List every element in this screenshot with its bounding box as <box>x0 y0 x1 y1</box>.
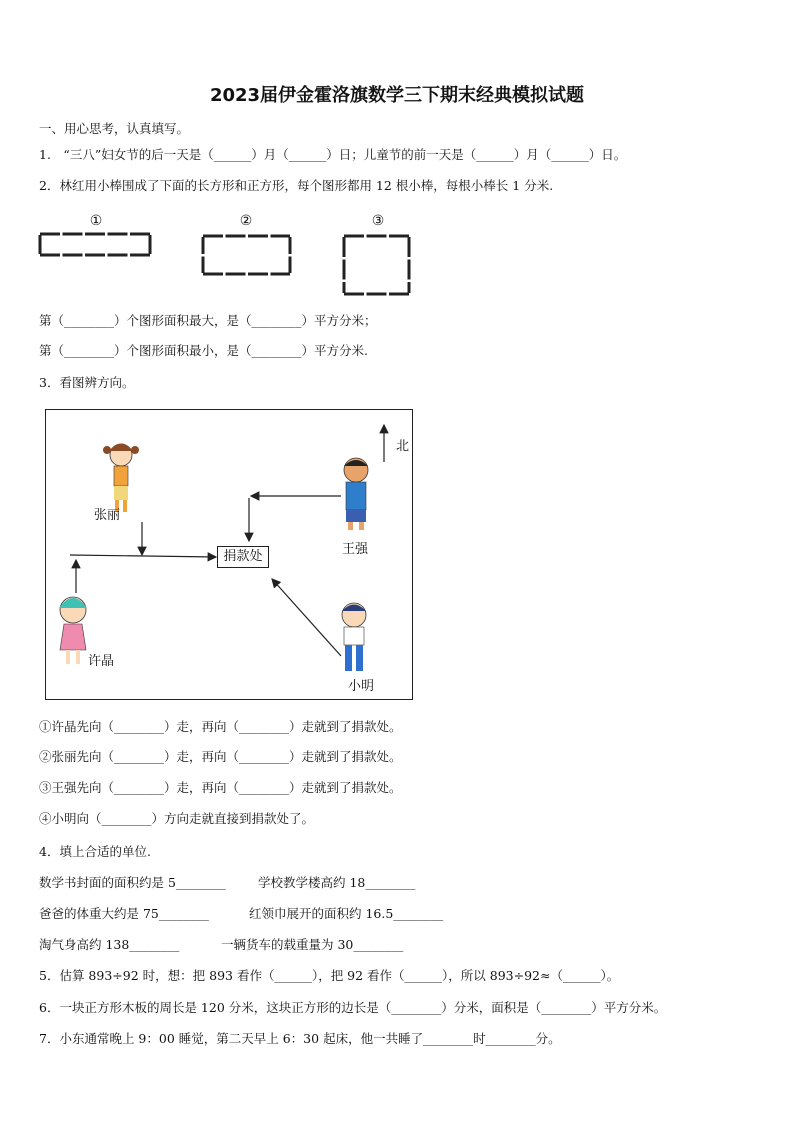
question-5: 5．估算 893÷92 时，想：把 893 看作（______），把 92 看作（______），所以 893÷92≈（______）。 <box>39 968 620 983</box>
question-2-line-2: 第（________）个图形面积最小，是（________）平方分米. <box>39 343 368 358</box>
section-heading: 一、用心思考，认真填写。 <box>39 121 190 136</box>
shape-1-label: ① <box>89 213 103 229</box>
rectangle-5x1-figure <box>36 230 154 260</box>
question-2-line-1: 第（________）个图形面积最大，是（________）平方分米； <box>39 313 377 328</box>
wangqiang-label: 王强 <box>342 542 369 557</box>
question-3-line-3: ③王强先向（________）走，再向（________）走就到了捐款处。 <box>39 780 402 795</box>
xiaoming-figure <box>342 603 366 671</box>
rectangle-4x2-figure <box>199 232 295 278</box>
xujing-figure <box>59 597 87 664</box>
page-title: 2023届伊金霍洛旗数学三下期末经典模拟试题 <box>209 85 585 106</box>
zhangli-label: 张丽 <box>94 508 121 523</box>
question-4-row-3b: 一辆货车的载重量为 30________ <box>221 937 404 952</box>
shape-2-label: ② <box>239 213 253 229</box>
donation-point-label: 捐款处 <box>217 546 269 568</box>
question-3-line-2: ②张丽先向（________）走，再向（________）走就到了捐款处。 <box>39 749 402 764</box>
question-4-row-2b: 红领巾展开的面积约 16.5________ <box>249 906 444 921</box>
question-6: 6．一块正方形木板的周长是 120 分米，这块正方形的边长是（________）分米，面积是（________）平方分米。 <box>39 1000 667 1015</box>
question-4-row-2a: 爸爸的体重大约是 75________ <box>39 906 209 921</box>
question-4-row-3a: 淘气身高约 138________ <box>39 937 180 952</box>
question-3-line-4: ④小明向（________）方向走就直接到捐款处了。 <box>39 811 315 826</box>
shape-3-label: ③ <box>371 213 385 229</box>
question-3-line-1: ①许晶先向（________）走，再向（________）走就到了捐款处。 <box>39 719 402 734</box>
xujing-label: 许晶 <box>88 654 115 669</box>
square-3x3-figure <box>340 232 414 298</box>
question-4-row-1a: 数学书封面的面积约是 5________ <box>39 875 226 890</box>
wangqiang-figure <box>344 458 368 530</box>
question-3: 3．看图辨方向。 <box>39 375 135 390</box>
question-4: 4．填上合适的单位. <box>39 844 151 859</box>
question-2: 2．林红用小棒围成了下面的长方形和正方形，每个图形都用 12 根小棒，每根小棒长 1 分米. <box>39 178 554 193</box>
question-4-row-1b: 学校教学楼高约 18________ <box>258 875 416 890</box>
xiaoming-label: 小明 <box>348 679 375 694</box>
question-1: 1. “三八”妇女节的后一天是（______）月（______）日；儿童节的前一天是（______）月（______）日。 <box>39 147 627 162</box>
zhangli-figure <box>103 444 139 513</box>
north-label: 北 <box>396 439 410 454</box>
question-7: 7．小东通常晚上 9：00 睡觉，第二天早上 6：30 起床，他一共睡了________时________分。 <box>39 1031 561 1046</box>
